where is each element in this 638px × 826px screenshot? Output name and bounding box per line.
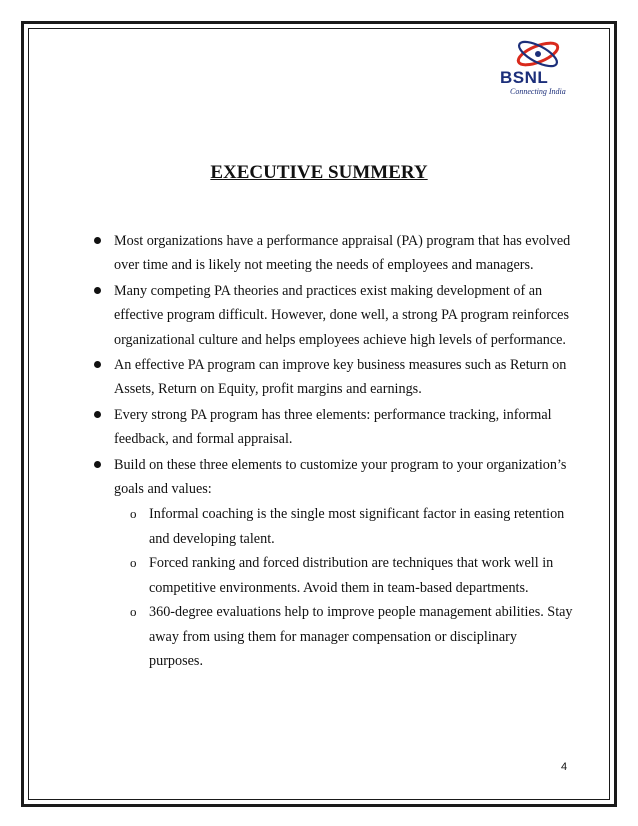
page-number: 4 [561, 761, 568, 773]
bullet-icon [94, 237, 101, 244]
circle-bullet-icon: o [130, 604, 137, 620]
summary-content [94, 229, 574, 673]
circle-bullet-icon: o [130, 506, 137, 522]
bullet-icon [94, 411, 101, 418]
list-item [94, 229, 574, 278]
logo-name: BSNL [500, 68, 549, 87]
list-item [94, 279, 574, 352]
bullet-list [94, 229, 574, 501]
sub-list-item-text: Forced ranking and forced distribution are techniques that work well in competitive environments. Avoid them in team-based departments. [149, 555, 554, 596]
logo-tagline: Connecting India [510, 87, 566, 96]
page-title: EXECUTIVE SUMMERY [210, 162, 428, 183]
sub-list-item-text: Informal coaching is the single most significant factor in easing retention and developing talent. [149, 506, 565, 547]
sub-list-item-text: 360-degree evaluations help to improve people management abilities. Stay away from using them for manager compensation or disciplinary purposes. [149, 604, 573, 669]
sub-bullet-list [94, 502, 574, 673]
circle-bullet-icon: o [130, 555, 137, 571]
bullet-icon [94, 287, 101, 294]
list-item-text: Build on these three elements to customize your program to your organization’s goals and values: [114, 456, 567, 498]
list-item-text: Every strong PA program has three elements: performance tracking, informal feedback, and formal appraisal. [114, 406, 552, 448]
list-item-text: Most organizations have a performance appraisal (PA) program that has evolved over time and is likely not meeting the needs of employees and managers. [114, 233, 571, 274]
list-item [94, 403, 574, 452]
list-item [94, 353, 574, 402]
list-item [94, 453, 574, 502]
bsnl-logo-rings-icon [514, 36, 562, 70]
bsnl-logo [496, 36, 580, 98]
bullet-icon [94, 361, 101, 368]
sub-list-item [94, 600, 574, 673]
list-item-text: An effective PA program can improve key business measures such as Return on Assets, Return on Equity, profit margins and earnings. [114, 357, 567, 398]
list-item-text: Many competing PA theories and practices exist making development of an effective program difficult. However, done well, a strong PA program reinforces organizational culture and helps employees achieve high levels of performance. [114, 282, 570, 348]
bullet-icon [94, 461, 101, 468]
sub-list-item [94, 551, 574, 600]
sub-list-item [94, 502, 574, 551]
